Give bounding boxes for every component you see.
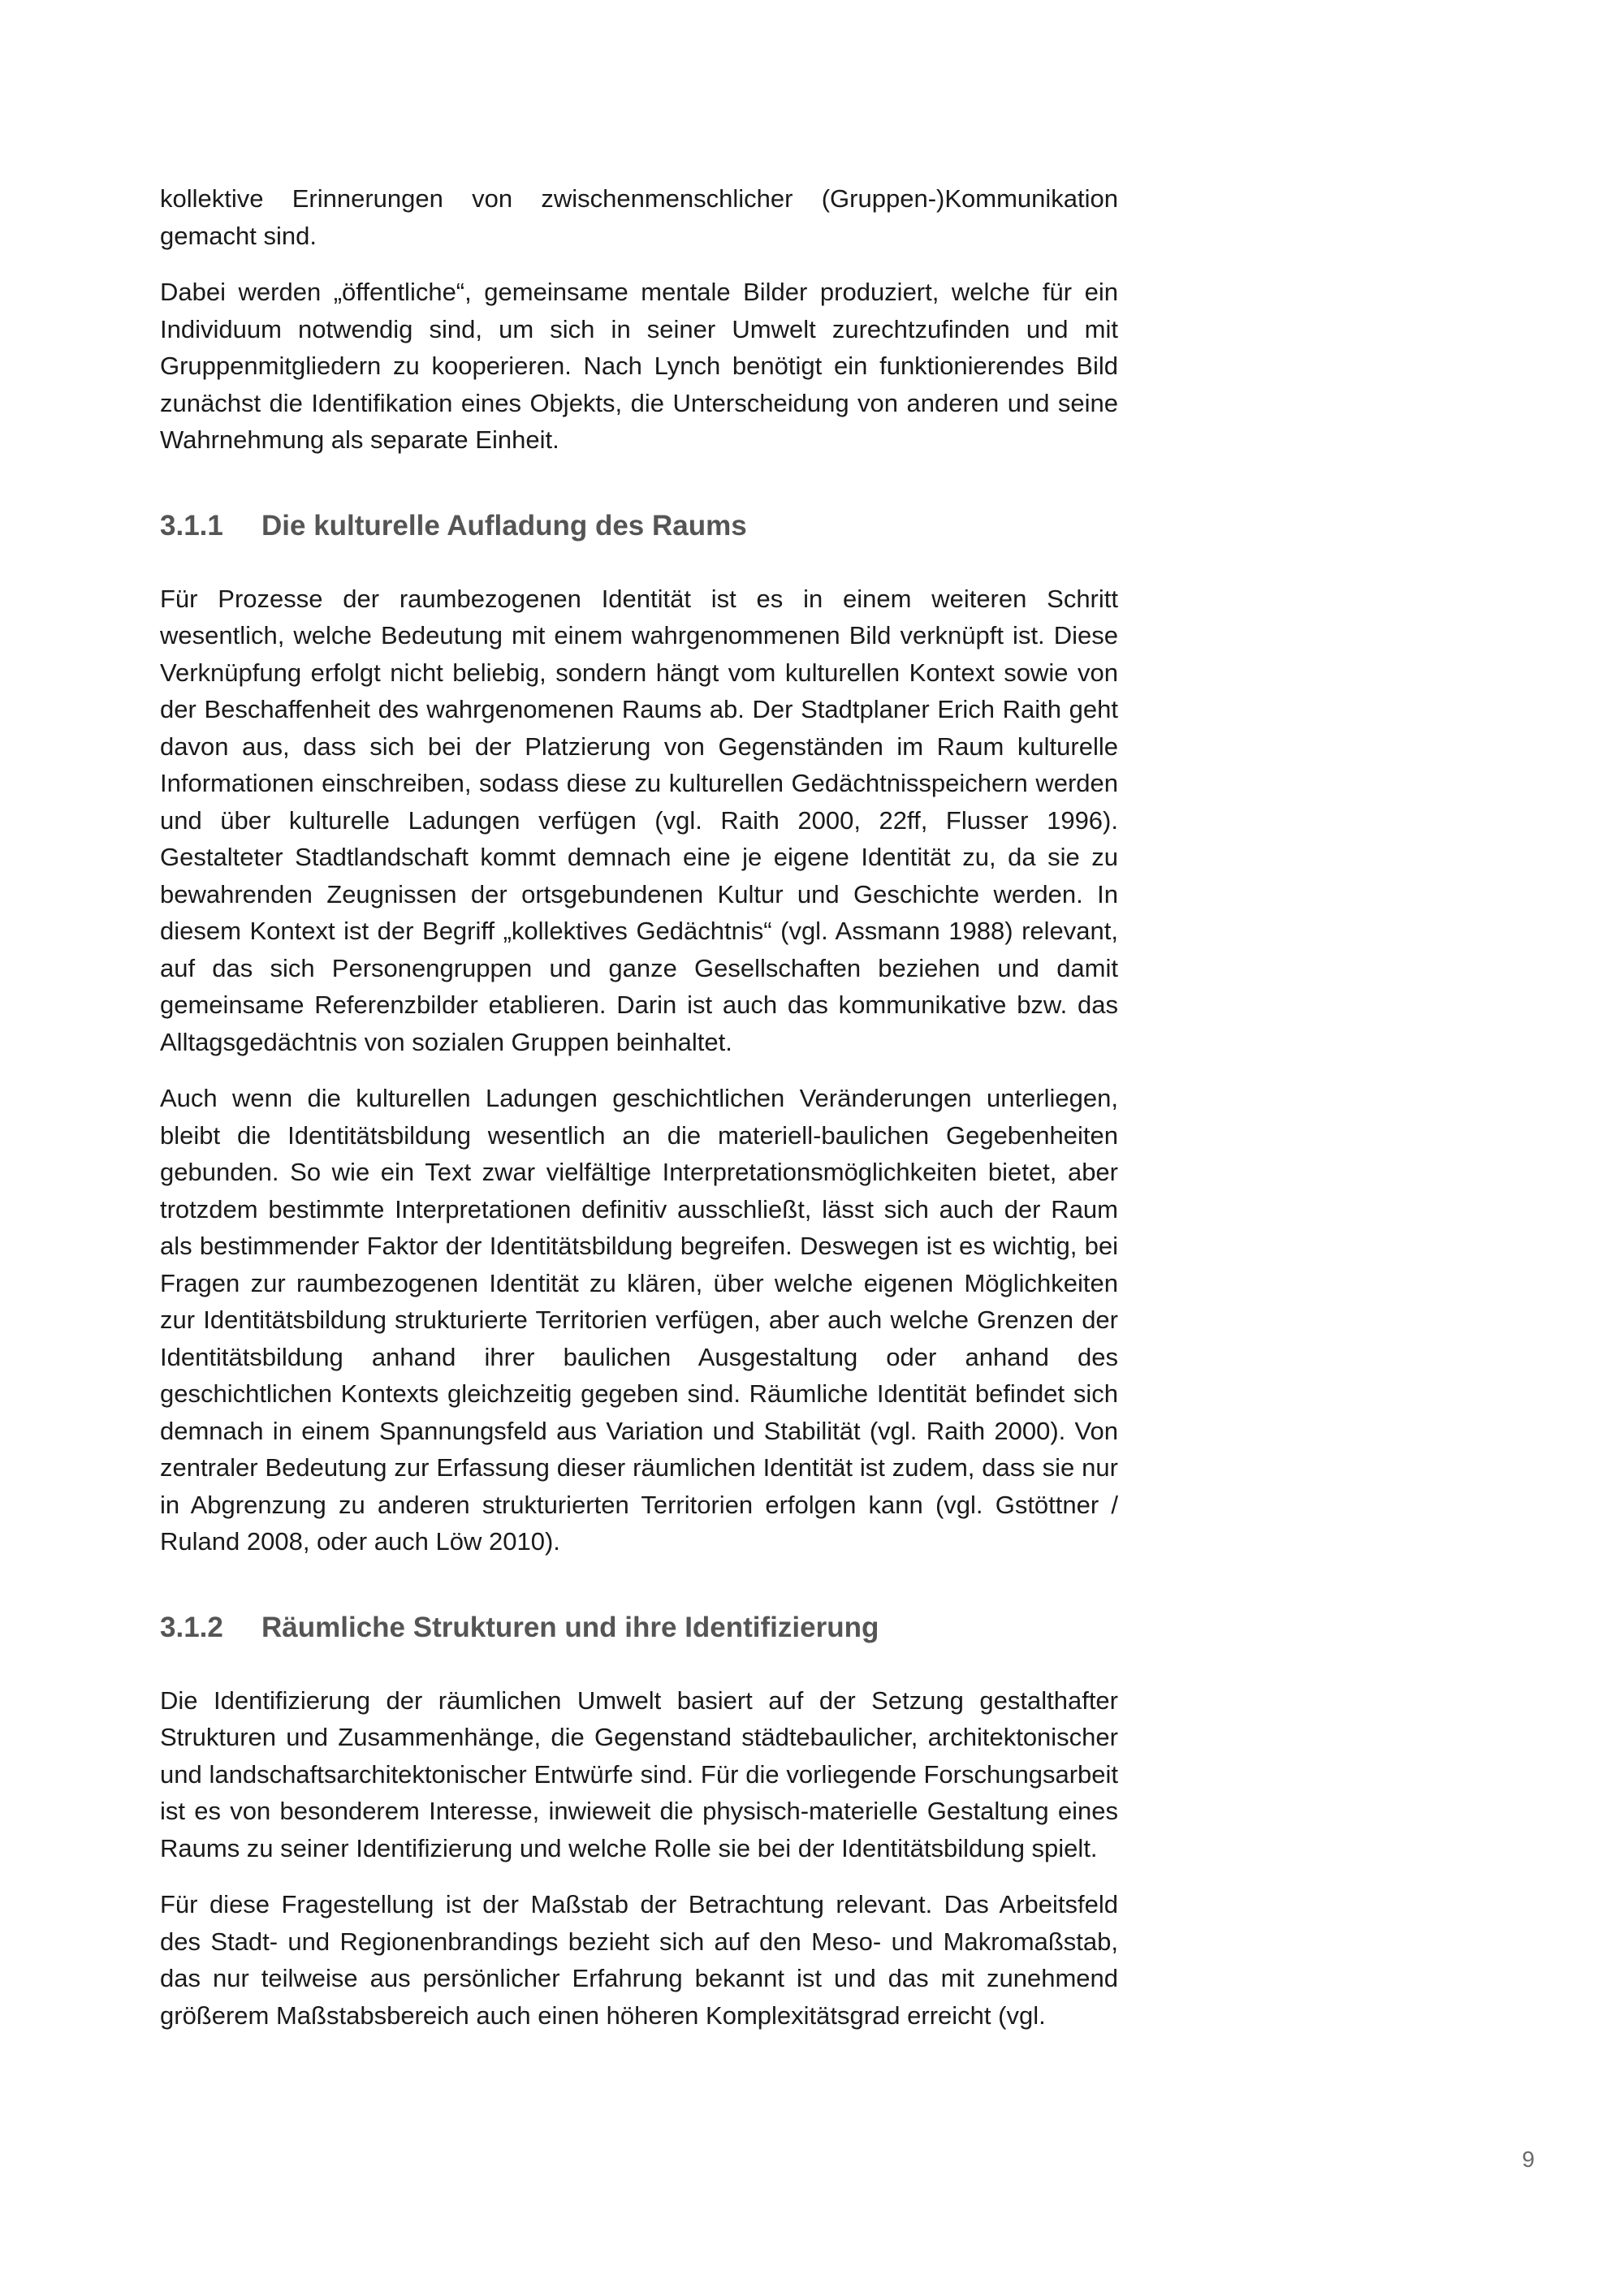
- paragraph: Für Prozesse der raumbezogenen Identität ist es in einem weiteren Schritt wesentlich, welche Bedeutung mit einem wahrgenommenen Bild verknüpft ist. Diese Verknüpfung erfolgt nicht beliebig, sondern hängt vom kulturellen Kontext sowie von der Beschaffenheit des wahrgenomenen Raums ab. Der Stadtplaner Erich Raith geht davon aus, dass sich bei der Platzierung von Gegenständen im Raum kulturelle Informationen einschreiben, sodass diese zu kulturellen Gedächtnisspeichern werden und über kulturelle Ladungen verfügen (vgl. Raith 2000, 22ff, Flusser 1996). Gestalteter Stadtlandschaft kommt demnach eine je eigene Identität zu, da sie zu bewahrenden Zeugnissen der ortsgebundenen Kultur und Geschichte werden. In diesem Kontext ist der Begriff „kollektives Gedächtnis“ (vgl. Assmann 1988) relevant, auf das sich Personengruppen und ganze Gesellschaften beziehen und damit gemeinsame Referenzbilder etablieren. Darin ist auch das kommunikative bzw. das Alltagsgedächtnis von sozialen Gruppen beinhaltet.: [160, 584, 1118, 1056]
- page-number: 9: [1522, 2147, 1535, 2172]
- paragraph: Für diese Fragestellung ist der Maßstab der Betrachtung relevant. Das Arbeitsfeld des Stadt- und Regionenbrandings bezieht sich auf den Meso- und Makromaßstab, das nur teilweise aus persönlicher Erfahrung bekannt ist und das mit zunehmend größerem Maßstabsbereich auch einen höheren Komplexitätsgrad erreicht (vgl.: [160, 1890, 1118, 2030]
- section-title: Die kulturelle Aufladung des Raums: [261, 509, 747, 542]
- page-content: [160, 180, 1118, 2053]
- paragraph: Die Identifizierung der räumlichen Umwelt basiert auf der Setzung gestalthafter Strukturen und Zusammenhänge, die Gegenstand städtebaulicher, architektonischer und landschaftsarchitektonischer Entwürfe sind. Für die vorliegende Forschungsarbeit ist es von besonderem Interesse, inwieweit die physisch-materielle Gestaltung eines Raums zu seiner Identifizierung und welche Rolle sie bei der Identitätsbildung spielt.: [160, 1685, 1118, 1862]
- section-heading: [160, 1609, 1118, 1646]
- paragraph: Auch wenn die kulturellen Ladungen geschichtlichen Veränderungen unterliegen, bleibt die Identitätsbildung wesentlich an die materiell-baulichen Gegebenheiten gebunden. So wie ein Text zwar vielfältige Interpretationsmöglichkeiten bietet, aber trotzdem bestimmte Interpretationen definitiv ausschließt, lässt sich auch der Raum als bestimmender Faktor der Identitätsbildung begreifen. Deswegen ist es wichtig, bei Fragen zur raumbezogenen Identität zu klären, über welche eigenen Möglichkeiten zur Identitätsbildung strukturierte Territorien verfügen, aber auch welche Grenzen der Identitätsbildung anhand ihrer baulichen Ausgestaltung oder anhand des geschichtlichen Kontexts gleichzeitig gegeben sind. Räumliche Identität befindet sich demnach in einem Spannungsfeld aus Variation und Stabilität (vgl. Raith 2000). Von zentraler Bedeutung zur Erfassung dieser räumlichen Identität ist zudem, dass sie nur in Abgrenzung zu anderen strukturierten Territorien erfolgen kann (vgl. Gstöttner / Ruland 2008, oder auch Löw 2010).: [160, 1084, 1118, 1556]
- paragraph: Dabei werden „öffentliche“, gemeinsame mentale Bilder produziert, welche für ein Individuum notwendig sind, um sich in seiner Umwelt zurechtzufinden und mit Gruppenmitgliedern zu kooperieren. Nach Lynch benötigt ein funktionierendes Bild zunächst die Identifikation eines Objekts, die Unterscheidung von anderen und seine Wahrnehmung als separate Einheit.: [160, 278, 1118, 454]
- section-title: Räumliche Strukturen und ihre Identifizierung: [261, 1611, 879, 1643]
- paragraph: kollektive Erinnerungen von zwischenmenschlicher (Gruppen-)Kommunikation gemacht sind.: [160, 184, 1118, 250]
- section-number: 3.1.1: [160, 509, 223, 542]
- section-heading: [160, 507, 1118, 545]
- section-number: 3.1.2: [160, 1611, 223, 1643]
